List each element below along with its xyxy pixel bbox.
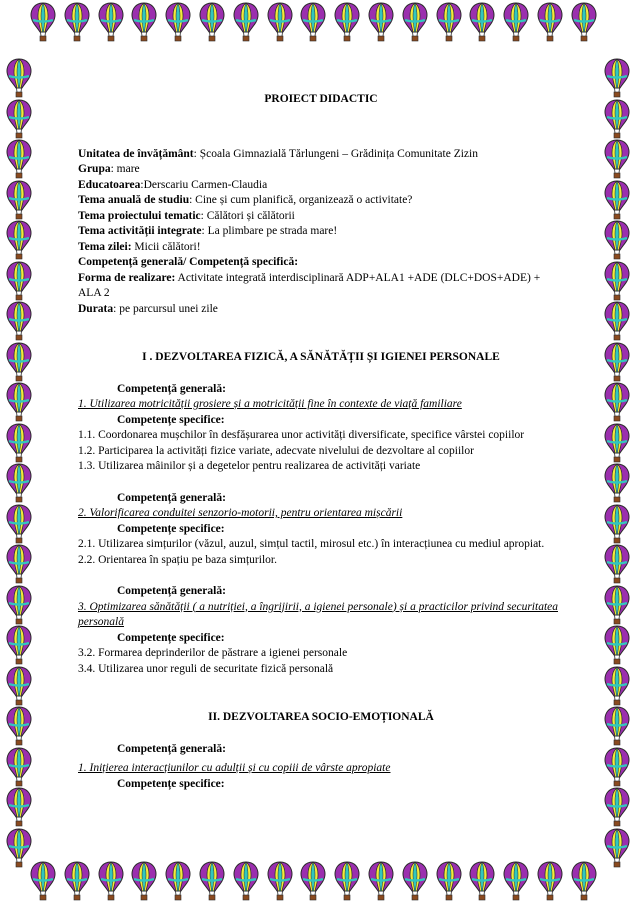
field-tema-proiectului bbox=[78, 209, 564, 225]
hot-air-balloon-icon bbox=[6, 423, 32, 463]
field-tema-zilei bbox=[78, 240, 564, 256]
hot-air-balloon-icon bbox=[6, 301, 32, 341]
hot-air-balloon-icon bbox=[604, 220, 630, 260]
hot-air-balloon-icon bbox=[604, 423, 630, 463]
hot-air-balloon-icon bbox=[571, 861, 597, 901]
field-tema-activitatii bbox=[78, 224, 564, 240]
field-grupa bbox=[78, 162, 564, 178]
hot-air-balloon-icon bbox=[604, 261, 630, 301]
hot-air-balloon-icon bbox=[6, 463, 32, 503]
hot-air-balloon-icon bbox=[604, 180, 630, 220]
hot-air-balloon-icon bbox=[604, 301, 630, 341]
hot-air-balloon-icon bbox=[604, 666, 630, 706]
hot-air-balloon-icon bbox=[6, 58, 32, 98]
hot-air-balloon-icon bbox=[604, 706, 630, 746]
hot-air-balloon-icon bbox=[6, 139, 32, 179]
hot-air-balloon-icon bbox=[469, 2, 495, 42]
competenta-generala-label: Competență generală: bbox=[117, 585, 226, 597]
competenta-specifica-item: 1.2. Participarea la activități fizice variate, adecvate nivelului de dezvoltare al copiilor bbox=[78, 444, 474, 457]
hot-air-balloon-icon bbox=[604, 585, 630, 625]
hot-air-balloon-icon bbox=[6, 747, 32, 787]
document-title: PROIECT DIDACTIC bbox=[264, 93, 378, 105]
hot-air-balloon-icon bbox=[402, 2, 428, 42]
competenta-specifica-item: 3.2. Formarea deprinderilor de păstrare a igienei personale bbox=[78, 647, 348, 659]
balloon-border-left bbox=[0, 0, 44, 903]
competenta-specifica-item: 1.1. Coordonarea mușchilor în desfășurarea unor activități diversificate, specifice vârstei copiilor bbox=[78, 429, 525, 441]
field-educatoarea bbox=[78, 178, 564, 194]
field-label: Tema zilei: bbox=[78, 240, 132, 253]
field-value: : pe parcursul unei zile bbox=[113, 302, 218, 315]
hot-air-balloon-icon bbox=[98, 861, 124, 901]
balloon-border-bottom bbox=[0, 859, 638, 903]
hot-air-balloon-icon bbox=[6, 261, 32, 301]
hot-air-balloon-icon bbox=[469, 861, 495, 901]
hot-air-balloon-icon bbox=[503, 2, 529, 42]
hot-air-balloon-icon bbox=[199, 2, 225, 42]
hot-air-balloon-icon bbox=[604, 625, 630, 665]
competenta-generala-text: 1. Inițierea interacțiunilor cu adulții și cu copiii de vârste apropiate bbox=[78, 762, 391, 774]
project-info bbox=[78, 147, 564, 318]
balloon-border-right bbox=[596, 0, 638, 903]
competenta-generala-label: Competență generală: bbox=[117, 491, 226, 504]
field-value: : Cine și cum planifică, organizează o activitate? bbox=[189, 194, 413, 206]
field-label: Forma de realizare: bbox=[78, 271, 176, 284]
field-label: Tema activității integrate bbox=[78, 225, 202, 237]
field-label: Grupa bbox=[78, 163, 111, 175]
hot-air-balloon-icon bbox=[334, 2, 360, 42]
hot-air-balloon-icon bbox=[604, 504, 630, 544]
hot-air-balloon-icon bbox=[64, 861, 90, 901]
hot-air-balloon-icon bbox=[233, 861, 259, 901]
hot-air-balloon-icon bbox=[604, 747, 630, 787]
hot-air-balloon-icon bbox=[604, 99, 630, 139]
competente-specifice-label: Competențe specifice: bbox=[117, 522, 225, 535]
field-competenta bbox=[78, 255, 564, 271]
hot-air-balloon-icon bbox=[604, 463, 630, 503]
competente-specifice-label: Competențe specifice: bbox=[117, 631, 225, 644]
hot-air-balloon-icon bbox=[6, 828, 32, 868]
balloon-border-top bbox=[0, 0, 638, 44]
hot-air-balloon-icon bbox=[267, 861, 293, 901]
hot-air-balloon-icon bbox=[6, 504, 32, 544]
section-title: II. DEZVOLTAREA SOCIO-EMOȚIONALĂ bbox=[208, 711, 434, 723]
hot-air-balloon-icon bbox=[604, 787, 630, 827]
field-label: Educatoarea bbox=[78, 178, 141, 191]
hot-air-balloon-icon bbox=[537, 2, 563, 42]
field-value: : Școala Gimnazială Tărlungeni – Grădinița Comunitate Zizin bbox=[193, 147, 478, 160]
field-value: :Derscariu Carmen-Claudia bbox=[140, 178, 268, 191]
hot-air-balloon-icon bbox=[571, 2, 597, 42]
competenta-specifica-item: 2.1. Utilizarea simțurilor (văzul, auzul, simțul tactil, mirosul etc.) în interacțiunea cu mediul apropiat. bbox=[78, 538, 545, 550]
competenta-generala-text: 2. Valorificarea conduitei senzorio-motorii, pentru orientarea mișcării bbox=[78, 507, 403, 519]
hot-air-balloon-icon bbox=[604, 828, 630, 868]
hot-air-balloon-icon bbox=[98, 2, 124, 42]
hot-air-balloon-icon bbox=[165, 2, 191, 42]
hot-air-balloon-icon bbox=[300, 2, 326, 42]
hot-air-balloon-icon bbox=[300, 861, 326, 901]
hot-air-balloon-icon bbox=[6, 585, 32, 625]
field-label: Tema proiectului tematic bbox=[78, 209, 201, 222]
field-durata bbox=[78, 302, 564, 318]
hot-air-balloon-icon bbox=[131, 861, 157, 901]
hot-air-balloon-icon bbox=[604, 58, 630, 98]
field-forma bbox=[78, 271, 564, 302]
competenta-generala-text: 3. Optimizarea sănătății ( a nutriției, a îngrijirii, a igienei personale) și a practicilor privind securitatea personală bbox=[78, 600, 558, 628]
hot-air-balloon-icon bbox=[64, 2, 90, 42]
competenta-generala-label: Competență generală: bbox=[117, 742, 226, 755]
hot-air-balloon-icon bbox=[233, 2, 259, 42]
hot-air-balloon-icon bbox=[334, 861, 360, 901]
hot-air-balloon-icon bbox=[368, 2, 394, 42]
field-label: Competență generală/ Competență specifică: bbox=[78, 256, 299, 268]
competenta-generala-label: Competență generală: bbox=[117, 382, 226, 395]
hot-air-balloon-icon bbox=[604, 382, 630, 422]
field-value: : mare bbox=[110, 163, 140, 175]
hot-air-balloon-icon bbox=[436, 2, 462, 42]
document-body bbox=[78, 92, 564, 792]
field-value: Activitate integrată interdisciplinară ADP+ALA1 +ADE (DLC+DOS+ADE) + ALA 2 bbox=[78, 271, 541, 299]
hot-air-balloon-icon bbox=[604, 544, 630, 584]
hot-air-balloon-icon bbox=[6, 180, 32, 220]
hot-air-balloon-icon bbox=[368, 861, 394, 901]
hot-air-balloon-icon bbox=[6, 787, 32, 827]
hot-air-balloon-icon bbox=[537, 861, 563, 901]
competenta-specifica-item: 1.3. Utilizarea mâinilor și a degetelor pentru realizarea de activități variate bbox=[78, 460, 421, 472]
hot-air-balloon-icon bbox=[436, 861, 462, 901]
hot-air-balloon-icon bbox=[604, 342, 630, 382]
field-value: : Călători și călătorii bbox=[200, 209, 295, 222]
hot-air-balloon-icon bbox=[267, 2, 293, 42]
field-label: Durata bbox=[78, 302, 114, 315]
competenta-generala-text: 1. Utilizarea motricității grosiere și a motricității fine în contexte de viață familiare bbox=[78, 398, 462, 410]
field-label: Unitatea de învățământ bbox=[78, 147, 194, 160]
field-label: Tema anuală de studiu bbox=[78, 194, 190, 206]
field-tema-anuala bbox=[78, 193, 564, 209]
hot-air-balloon-icon bbox=[6, 342, 32, 382]
hot-air-balloon-icon bbox=[503, 861, 529, 901]
hot-air-balloon-icon bbox=[131, 2, 157, 42]
section-dezvoltarea-fizica bbox=[78, 350, 564, 677]
competenta-specifica-item: 3.4. Utilizarea unor reguli de securitate fizică personală bbox=[78, 662, 334, 675]
section-title: I . DEZVOLTAREA FIZICĂ, A SĂNĂTĂȚII ȘI IGIENEI PERSONALE bbox=[142, 351, 500, 363]
hot-air-balloon-icon bbox=[6, 666, 32, 706]
hot-air-balloon-icon bbox=[6, 382, 32, 422]
hot-air-balloon-icon bbox=[6, 99, 32, 139]
hot-air-balloon-icon bbox=[6, 544, 32, 584]
field-value: Micii călători! bbox=[131, 240, 201, 253]
section-dezvoltarea-socio-emotionala bbox=[78, 710, 564, 792]
competente-specifice-label: Competențe specifice: bbox=[117, 777, 225, 790]
field-value: : La plimbare pe strada mare! bbox=[201, 225, 338, 237]
hot-air-balloon-icon bbox=[165, 861, 191, 901]
competente-specifice-label: Competențe specifice: bbox=[117, 413, 225, 426]
hot-air-balloon-icon bbox=[199, 861, 225, 901]
hot-air-balloon-icon bbox=[6, 625, 32, 665]
field-unitatea bbox=[78, 147, 564, 163]
hot-air-balloon-icon bbox=[6, 220, 32, 260]
hot-air-balloon-icon bbox=[402, 861, 428, 901]
hot-air-balloon-icon bbox=[6, 706, 32, 746]
competenta-specifica-item: 2.2. Orientarea în spațiu pe baza simțurilor. bbox=[78, 553, 277, 566]
hot-air-balloon-icon bbox=[604, 139, 630, 179]
